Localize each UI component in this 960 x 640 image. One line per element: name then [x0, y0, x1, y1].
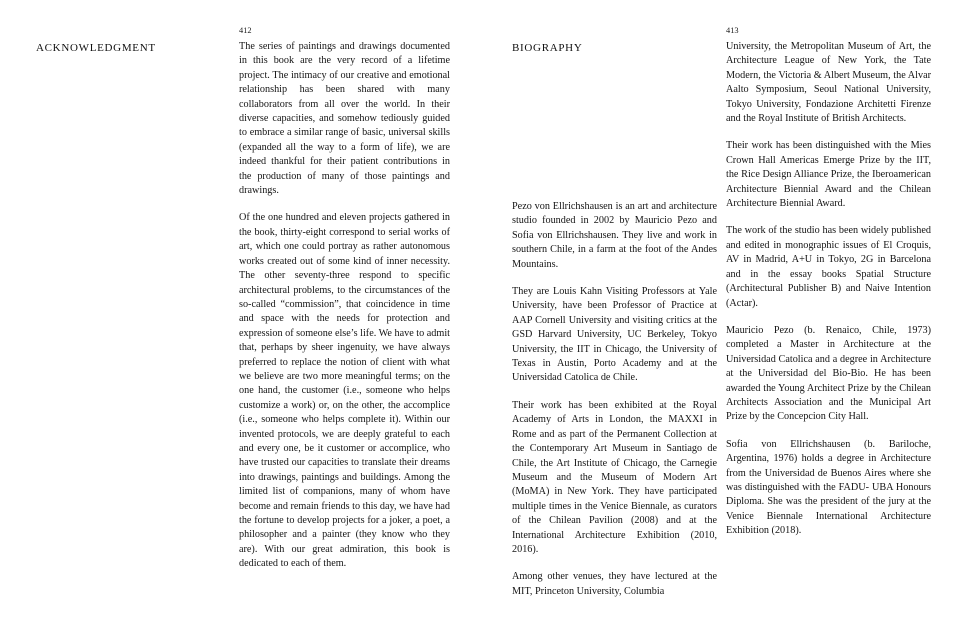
paragraph: University, the Metropolitan Museum of Art, the Architecture League of New York, the Tate Modern, the Victoria & Albert Museum, the Alvar Aalto Symposium, Seoul National University, Tokyo University, Fondazione Architetti Firenze and the Royal Institute of British Architects.	[726, 41, 931, 125]
paragraph: Their work has been exhibited at the Royal Academy of Arts in London, the MAXXI in Rome and as part of the Permanent Collection at the Contemporary Art Museum in Santiago de Chile, the Art Institute of Chicago, the Carnegie Museum and the Museum of Modern Art (MoMA) in New York. They have participated multiple times in the Venice Biennale, as curators of the Chilean Pavilion (2008) and at the International Architecture Exhibition (2010, 2016).	[512, 399, 717, 555]
paragraph: Pezo von Ellrichshausen is an art and architecture studio founded in 2002 by Mauricio Pezo and Sofia von Ellrichshausen. They live and work in southern Chile, in a farm at the foot of the Andes Mountains.	[512, 201, 717, 270]
paragraph: Sofia von Ellrichshausen (b. Bariloche, Argentina, 1976) holds a degree in Architecture from the Universidad de Buenos Aires where she was distinguished with the FADU- UBA Honours Diploma. She was the president of the jury at the Venice Biennale International Architecture Exhibition (2018).	[726, 438, 931, 537]
paragraph: Among other venues, they have lectured at the MIT, Princeton University, Columbia	[512, 571, 717, 597]
biography-column-left	[512, 200, 717, 599]
acknowledgment-body	[239, 40, 450, 572]
biography-column-right	[726, 40, 931, 539]
paragraph: The series of paintings and drawings documented in this book are the very record of a lifetime project. The intimacy of our creative and emotional relationship has been shared with many collaborators from all over the world. In their diverse capacities, and somehow tediously guided to embrace a similar range of basic, universal skills (expanded all the way to a form of life), we are indeed thankful for their patient contributions in the production of many of those paintings and drawings.	[239, 41, 450, 197]
paragraph: They are Louis Kahn Visiting Professors at Yale University, have been Professor of Practice at AAP Cornell University and visiting critics at the GSD Harvard University, UC Berkeley, Tokyo University, the IIT in Chicago, the University of Texas in Austin, Porto Academy and at the Universidad Catolica de Chile.	[512, 286, 717, 384]
folio-number-left: 412	[239, 26, 252, 35]
paragraph: Of the one hundred and eleven projects gathered in the book, thirty-eight correspond to serial works of art, which one could portray as rather autonomous works created out of some kind of inner necessity. The other seventy-three respond to specific architectural problems, to the circumstances of the so-called “commission”, that coincidence in time and space with the needs for protection and expression of someone else’s life. We have to admit that, perhaps by sheer ingenuity, we have always preferred to replace the notion of client with what we believe are two more meaningful terms; on the one hand, the customer (i.e., someone who helps customize a work) or, on the other, the accomplice (i.e., someone who helps complete it). Within our invented protocols, we are deeply grateful to each and every one, be it customer or accomplice, who have trusted our capacities to translate their dreams into drawings, paintings and buildings. Among the limited list of companions, many of whom have become and remain friends to this day, we have had the fortune to develop projects for a joker, a poet, a philosopher and a painter (they know who they are). With our great admiration, this book is dedicated to each of them.	[239, 212, 450, 570]
paragraph: Mauricio Pezo (b. Renaico, Chile, 1973) completed a Master in Architecture at the Universidad Catolica and a degree in Architecture at the Universidad del Bio-Bio. He has been awarded the Young Architect Prize by the Chilean Architects Association and the Municipal Art Prize by the Concepcion City Hall.	[726, 324, 931, 423]
biography-heading: BIOGRAPHY	[512, 42, 583, 54]
paragraph: Their work has been distinguished with the Mies Crown Hall Americas Emerge Prize by the IIT, the Rice Design Alliance Prize, the Iberoamerican Architecture Biennial Award and the Chilean Architecture Biennial Award.	[726, 140, 931, 210]
paragraph: The work of the studio has been widely published and edited in monographic issues of El Croquis, AV in Madrid, A+U in Tokyo, 2G in Barcelona and in the essay books Spatial Structure (Architectural Publisher B) and Naive Intention (Actar).	[726, 225, 931, 309]
folio-number-right: 413	[726, 26, 739, 35]
acknowledgment-heading: ACKNOWLEDGMENT	[36, 42, 156, 54]
